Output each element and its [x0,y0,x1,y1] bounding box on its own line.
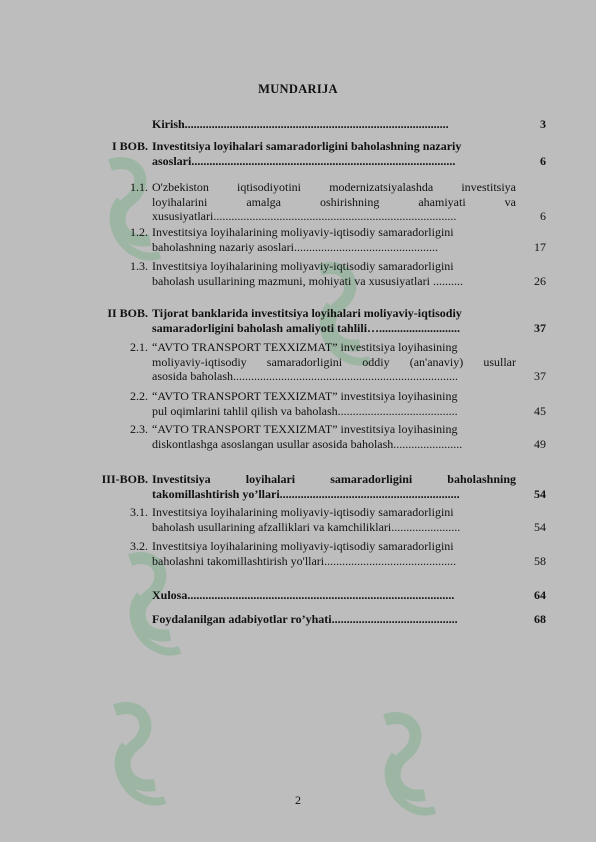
toc-entry-page: 54 [534,519,546,534]
toc-entry-page: 6 [540,209,546,223]
toc-entry-number: 2.3. [130,422,148,436]
toc-entry-title: “AVTO TRANSPORT TEXXIZMAT” investitsiya loyihasining [152,340,458,354]
toc-entry-number: 2.2. [130,389,148,403]
toc-entry-title: Investitsiya loyihalari samaradorligini baholashning nazariy [152,139,462,153]
toc-entry-page: 37 [534,369,546,383]
toc-entry-title: “AVTO TRANSPORT TEXXIZMAT” investitsiya loyihasining [152,422,458,436]
toc-entry-title: baholash usullarining mazmuni, mohiyati va xususiyatlari .......... [152,273,463,288]
toc-entry-title: baholash usullarining afzalliklari va kamchiliklari....................... [152,519,461,534]
toc-entry-title: Investitsiya loyihalari samaradorligini baholashning [152,472,516,486]
toc-entry-title: diskontlashga asoslangan usullar asosida baholash....................... [152,436,463,451]
toc-entry-title: Investitsiya loyihalarining moliyaviy-iqtisodiy samaradorligini [152,539,454,553]
toc-entry-number: III-BOB. [101,472,148,486]
page-number: 2 [295,793,301,807]
toc-entry-number: I BOB. [111,139,148,153]
toc-entry-number: 1.2. [130,225,148,239]
toc-entry-title: samaradorligini baholash amaliyoti tahlili…........................... [152,320,461,335]
toc-entry-number: 1.3. [130,259,148,273]
toc-entry-title: baholashni takomillashtirish yo'llari............................................ [152,553,457,568]
toc-entry-title: moliyaviy-iqtisodiy samaradorligini oddiy (an'anaviy) usullar [152,354,516,369]
toc-entry-title: pul oqimlarini tahlil qilish va baholash........................................ [152,403,458,418]
toc-entry-number: 2.1. [130,340,148,354]
toc-entry-title: “AVTO TRANSPORT TEXXIZMAT” investitsiya loyihasining [152,389,458,403]
toc-entry-title: Foydalanilgan adabiyotlar ro’yhati.......................................... [152,612,458,626]
toc-entry-number: 3.2. [130,539,148,553]
toc-entry-title: Kirish........................................................................................ [152,117,449,131]
toc-entry-number: 3.1. [130,505,148,519]
toc-entry-title: Investitsiya loyihalarining moliyaviy-iqtisodiy samaradorligini [152,225,454,239]
toc-entry-page: 3 [540,117,546,131]
toc-entry-number: II BOB. [107,306,148,320]
toc-entry-title: takomillashtirish yo’llari............................................................ [152,486,460,501]
toc-entry-page: 45 [534,403,546,418]
toc-entry-page: 17 [534,239,546,254]
page-title: MUNDARIJA [258,82,338,96]
toc-entry-number: 1.1. [130,180,148,194]
toc-entry-title: Investitsiya loyihalarining moliyaviy-iqtisodiy samaradorligini [152,505,454,519]
toc-entry-page: 26 [534,273,546,288]
toc-entry-title: O'zbekiston iqtisodiyotini modernizatsiyalashda investitsiya [152,180,516,194]
toc-entry-page: 37 [534,320,546,335]
toc-entry-title: Investitsiya loyihalarining moliyaviy-iqtisodiy samaradorligini [152,259,454,273]
toc-entry-title: asoslari........................................................................................ [152,153,456,168]
toc-entry-page: 68 [534,612,546,626]
toc-entry-page: 58 [534,553,546,568]
toc-entry-title: loyihalarini amalga oshirishning ahamiyati va [152,194,516,209]
toc-entry-page: 64 [534,588,546,602]
toc-entry-title: asosida baholash........................................................................... [152,369,458,383]
watermark-logo-icon [95,690,175,830]
toc-entry-page: 49 [534,436,546,451]
toc-entry-title: Xulosa......................................................................................... [152,588,455,602]
toc-entry-title: baholashning nazariy asoslari................................................ [152,239,438,254]
toc-entry-title: Tijorat banklarida investitsiya loyihalari moliyaviy-iqtisodiy [152,306,462,320]
toc-entry-page: 54 [534,486,546,501]
toc-entry-page: 6 [540,153,546,168]
watermark-logo-icon [365,700,445,840]
toc-entry-title: xususiyatlari................................................................................. [152,209,457,223]
